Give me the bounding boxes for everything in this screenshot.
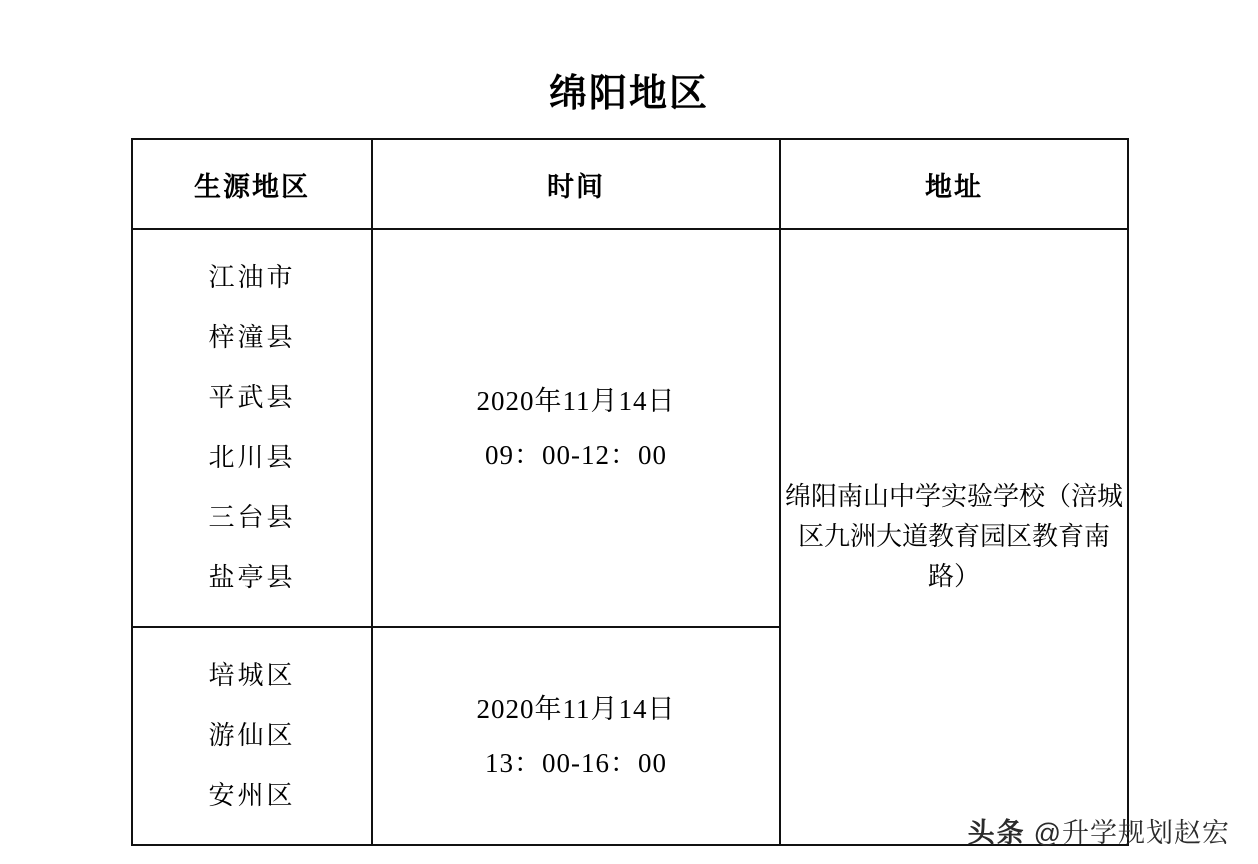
schedule-table-wrapper bbox=[131, 138, 1127, 846]
list-item: 游仙区 bbox=[208, 721, 296, 750]
time-cell-1 bbox=[372, 229, 780, 627]
list-item: 三台县 bbox=[208, 503, 296, 532]
page-title: 绵阳地区 bbox=[548, 73, 709, 115]
time-range-1: 09：00-12：00 bbox=[485, 440, 667, 470]
watermark bbox=[968, 811, 1230, 850]
address-cell bbox=[780, 229, 1128, 845]
column-header-region: 生源地区 bbox=[132, 139, 372, 229]
column-header-time: 时间 bbox=[372, 139, 780, 229]
schedule-table bbox=[131, 138, 1129, 846]
region-list-2 bbox=[133, 628, 371, 844]
list-item: 江油市 bbox=[208, 263, 296, 292]
time-date-1: 2020年11月14日 bbox=[476, 386, 676, 416]
toutiao-logo-icon: 头条 bbox=[967, 818, 1026, 848]
list-item: 平武县 bbox=[208, 383, 296, 412]
time-cell-2 bbox=[372, 627, 780, 845]
region-cell-1 bbox=[132, 229, 372, 627]
time-range-2: 13：00-16：00 bbox=[485, 748, 667, 778]
region-cell-2 bbox=[132, 627, 372, 845]
list-item: 梓潼县 bbox=[208, 323, 296, 352]
list-item: 北川县 bbox=[208, 443, 296, 472]
list-item: 安州区 bbox=[208, 781, 296, 810]
list-item: 培城区 bbox=[208, 661, 296, 690]
region-list-1 bbox=[133, 230, 371, 626]
list-item: 盐亭县 bbox=[208, 563, 296, 592]
watermark-account: @升学规划赵宏 bbox=[1033, 818, 1230, 848]
table-row bbox=[132, 229, 1128, 627]
address-text: 绵阳南山中学实验学校（涪城区九洲大道教育园区教育南路） bbox=[784, 482, 1123, 591]
time-date-2: 2020年11月14日 bbox=[476, 694, 676, 724]
table-header-row bbox=[132, 139, 1128, 229]
column-header-address: 地址 bbox=[780, 139, 1128, 229]
